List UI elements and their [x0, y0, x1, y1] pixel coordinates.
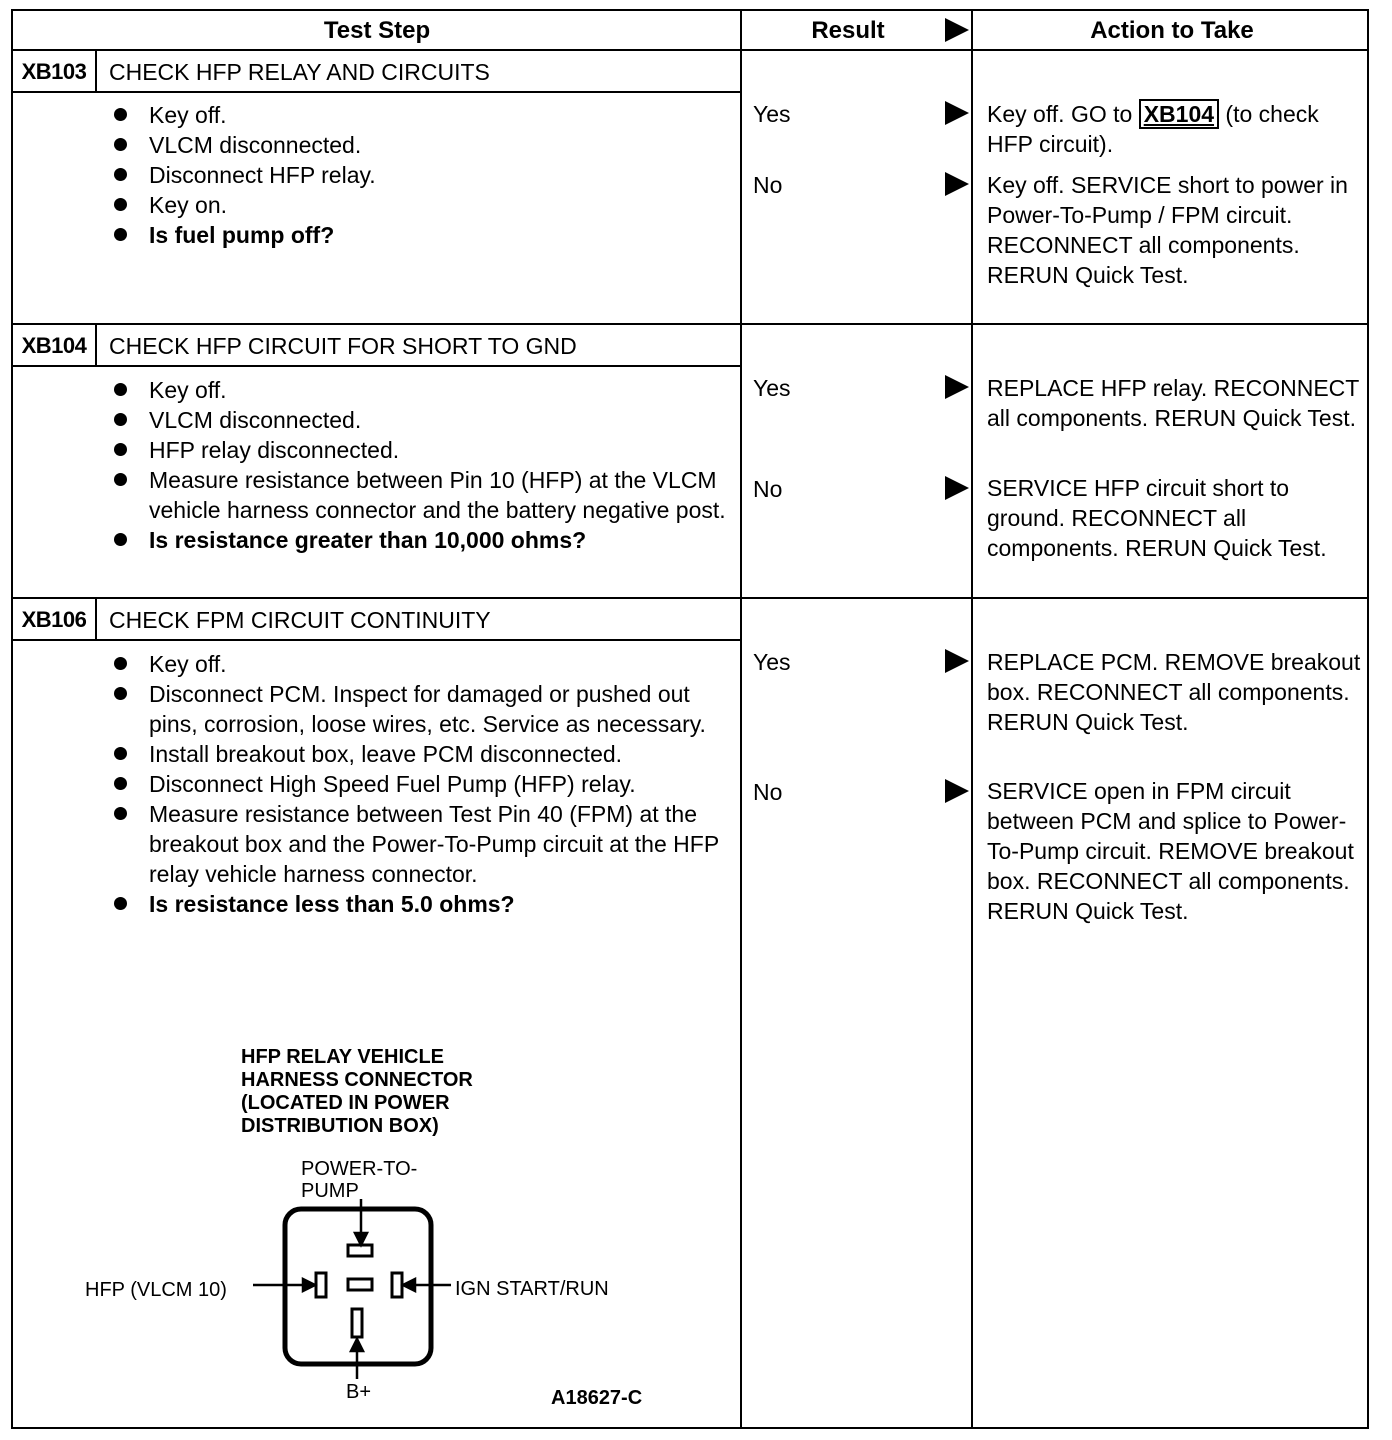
- action-no: SERVICE HFP circuit short to ground. RECONNECT all components. RERUN Quick Test.: [987, 475, 1327, 561]
- header-action: Action to Take: [1090, 17, 1254, 44]
- step-title: CHECK FPM CIRCUIT CONTINUITY: [109, 607, 491, 633]
- result-no: No: [753, 476, 783, 502]
- header-arrow-icon: [945, 18, 969, 42]
- step-item: Key off.: [109, 100, 729, 130]
- hfp-vlcm-label: HFP (VLCM 10): [85, 1279, 227, 1301]
- arrow-b-plus-icon: [351, 1339, 363, 1379]
- result-yes: Yes: [753, 101, 791, 127]
- result-arrow-icon: [945, 476, 969, 500]
- step-code: XB103: [21, 59, 87, 84]
- result-arrow-icon: [945, 375, 969, 399]
- step-item: Measure resistance between Pin 10 (HFP) at the VLCM vehicle harness connector and the battery negative post.: [109, 465, 729, 525]
- power-to-pump-label-line: POWER-TO-: [301, 1158, 418, 1180]
- action-yes: [987, 99, 1369, 159]
- action-yes: REPLACE HFP relay. RECONNECT all components. RERUN Quick Test.: [987, 375, 1359, 431]
- diagram-title-line: (LOCATED IN POWER: [241, 1092, 450, 1114]
- step-item: Install breakout box, leave PCM disconnected.: [109, 739, 729, 769]
- step-item: HFP relay disconnected.: [109, 435, 729, 465]
- result-arrow-icon: [945, 779, 969, 803]
- result-arrow-icon: [945, 172, 969, 196]
- column-divider-result: [971, 11, 973, 1429]
- header-test-step: Test Step: [323, 17, 431, 44]
- result-arrow-icon: [945, 649, 969, 673]
- step-item: Key on.: [109, 190, 729, 220]
- power-to-pump-label-line: PUMP: [301, 1180, 359, 1202]
- header-result: Result: [811, 17, 885, 44]
- step-reference-link[interactable]: XB104: [1139, 99, 1219, 129]
- action-text: (to check HFP circuit).: [987, 101, 1319, 157]
- step-title: CHECK HFP RELAY AND CIRCUITS: [109, 59, 490, 85]
- step-item: Key off.: [109, 649, 729, 679]
- result-no: No: [753, 779, 783, 805]
- result-yes: Yes: [753, 375, 791, 401]
- result-no: No: [753, 172, 783, 198]
- step-question: Is resistance greater than 10,000 ohms?: [109, 525, 729, 555]
- step-item: VLCM disconnected.: [109, 405, 729, 435]
- ign-start-run-label: IGN START/RUN: [455, 1278, 609, 1300]
- result-arrow-icon: [945, 101, 969, 125]
- arrow-power-to-pump-icon: [355, 1199, 367, 1245]
- relay-connector-diagram: [13, 11, 741, 1429]
- step-question: Is resistance less than 5.0 ohms?: [109, 889, 729, 919]
- pin-bottom: [352, 1309, 362, 1337]
- step-code: XB106: [21, 607, 87, 632]
- diagnostic-table: [11, 9, 1369, 1429]
- action-text: Key off. GO to: [987, 101, 1139, 127]
- step-question: Is fuel pump off?: [109, 220, 729, 250]
- step-item: Disconnect HFP relay.: [109, 160, 729, 190]
- step-code: XB104: [21, 333, 87, 358]
- step-item: Key off.: [109, 375, 729, 405]
- action-no: Key off. SERVICE short to power in Power-To-Pump / FPM circuit. RECONNECT all components. RERUN Quick Test.: [987, 172, 1348, 288]
- action-yes: REPLACE PCM. REMOVE breakout box. RECONNECT all components. RERUN Quick Test.: [987, 649, 1361, 735]
- step-item: VLCM disconnected.: [109, 130, 729, 160]
- diagram-title-line: DISTRIBUTION BOX): [241, 1115, 439, 1137]
- arrow-ign-icon: [403, 1279, 451, 1291]
- step-item: Measure resistance between Test Pin 40 (FPM) at the breakout box and the Power-To-Pump circuit at the HFP relay vehicle harness connector.: [109, 799, 729, 889]
- result-yes: Yes: [753, 649, 791, 675]
- pin-top: [348, 1245, 372, 1256]
- pin-center: [348, 1279, 372, 1290]
- figure-id: A18627-C: [551, 1387, 643, 1409]
- step-item: Disconnect High Speed Fuel Pump (HFP) relay.: [109, 769, 729, 799]
- step-title: CHECK HFP CIRCUIT FOR SHORT TO GND: [109, 333, 577, 359]
- diagram-title-line: HFP RELAY VEHICLE: [241, 1046, 445, 1068]
- diagram-title-line: HARNESS CONNECTOR: [241, 1069, 473, 1091]
- action-no: SERVICE open in FPM circuit between PCM and splice to Power-To-Pump circuit. REMOVE breakout box. RECONNECT all components. RERUN Quick Test.: [987, 778, 1354, 924]
- b-plus-label: B+: [346, 1381, 372, 1403]
- step-item: Disconnect PCM. Inspect for damaged or pushed out pins, corrosion, loose wires, etc. Service as necessary.: [109, 679, 729, 739]
